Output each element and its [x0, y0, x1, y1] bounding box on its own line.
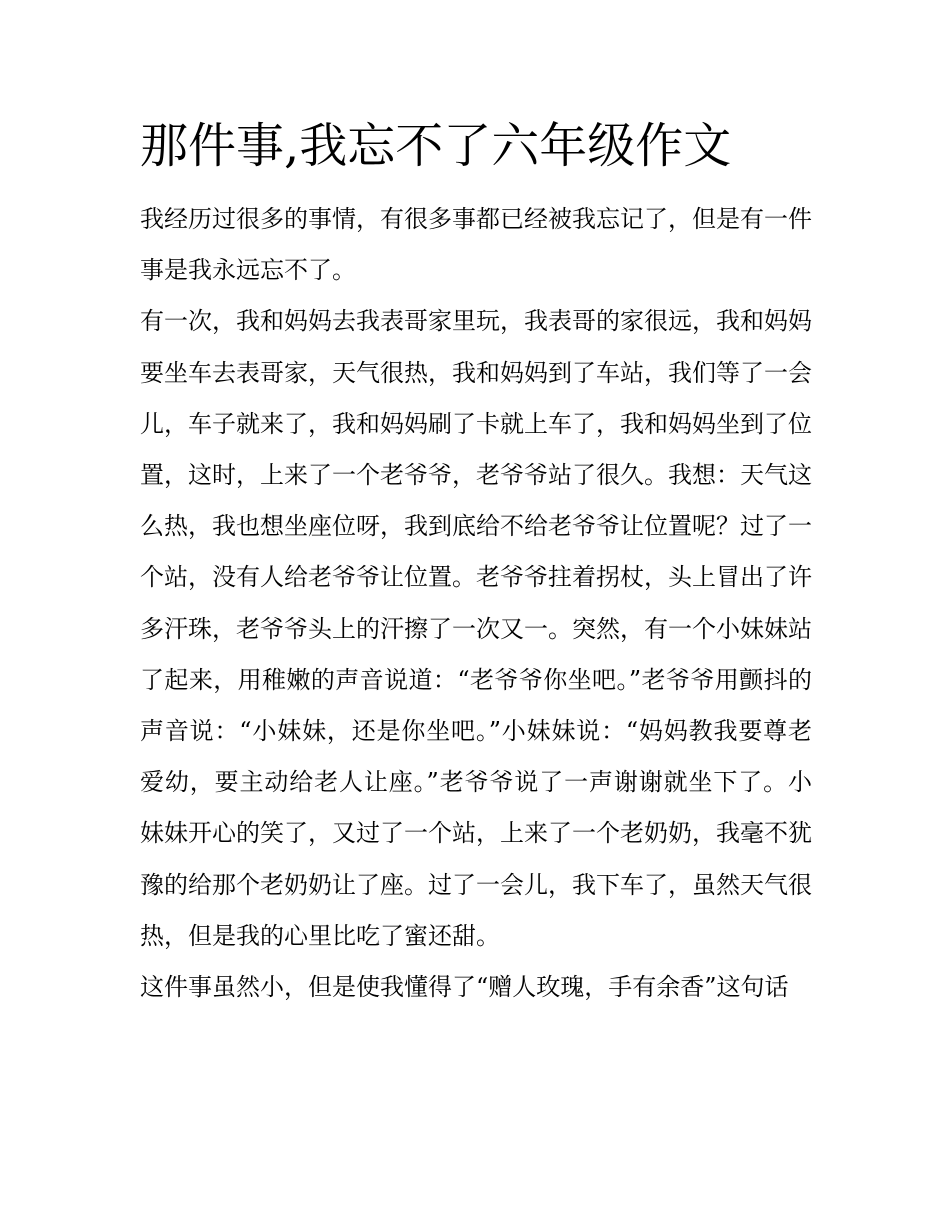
- paragraph-3: 这件事虽然小，但是使我懂得了“赠人玫瑰，手有余香”这句话: [140, 973, 789, 1002]
- paragraph-2: 有一次，我和妈妈去我表哥家里玩，我表哥的家很远，我和妈妈要坐车去表哥家，天气很热，我和妈妈到了车站，我们等了一会儿，车子就来了，我和妈妈刷了卡就上车了，我和妈妈坐到了位置，这时，上来了一个老爷爷，老爷爷站了很久。我想：天气这么热，我也想坐座位呀，我到底给不给老爷爷让位置呢？过了一个站，没有人给老爷爷让位置。老爷爷拄着拐杖，头上冒出了许多汗珠，老爷爷头上的汗擦了一次又一。突然，有一个小妹妹站了起来，用稚嫩的声音说道：“老爷爷你坐吧。”老爷爷用颤抖的声音说：“小妹妹，还是你坐吧。”小妹妹说：“妈妈教我要尊老爱幼，要主动给老人让座。”老爷爷说了一声谢谢就坐下了。小妹妹开心的笑了，又过了一个站，上来了一个老奶奶，我毫不犹豫的给那个老奶奶让了座。过了一会儿，我下车了，虽然天气很热，但是我的心里比吃了蜜还甜。: [140, 307, 812, 950]
- paragraph-1: 我经历过很多的事情，有很多事都已经被我忘记了，但是有一件事是我永远忘不了。: [140, 205, 812, 285]
- document-title: 那件事,我忘不了六年级作文: [140, 118, 732, 174]
- document-body: [140, 194, 812, 1013]
- document-page: [140, 115, 812, 1013]
